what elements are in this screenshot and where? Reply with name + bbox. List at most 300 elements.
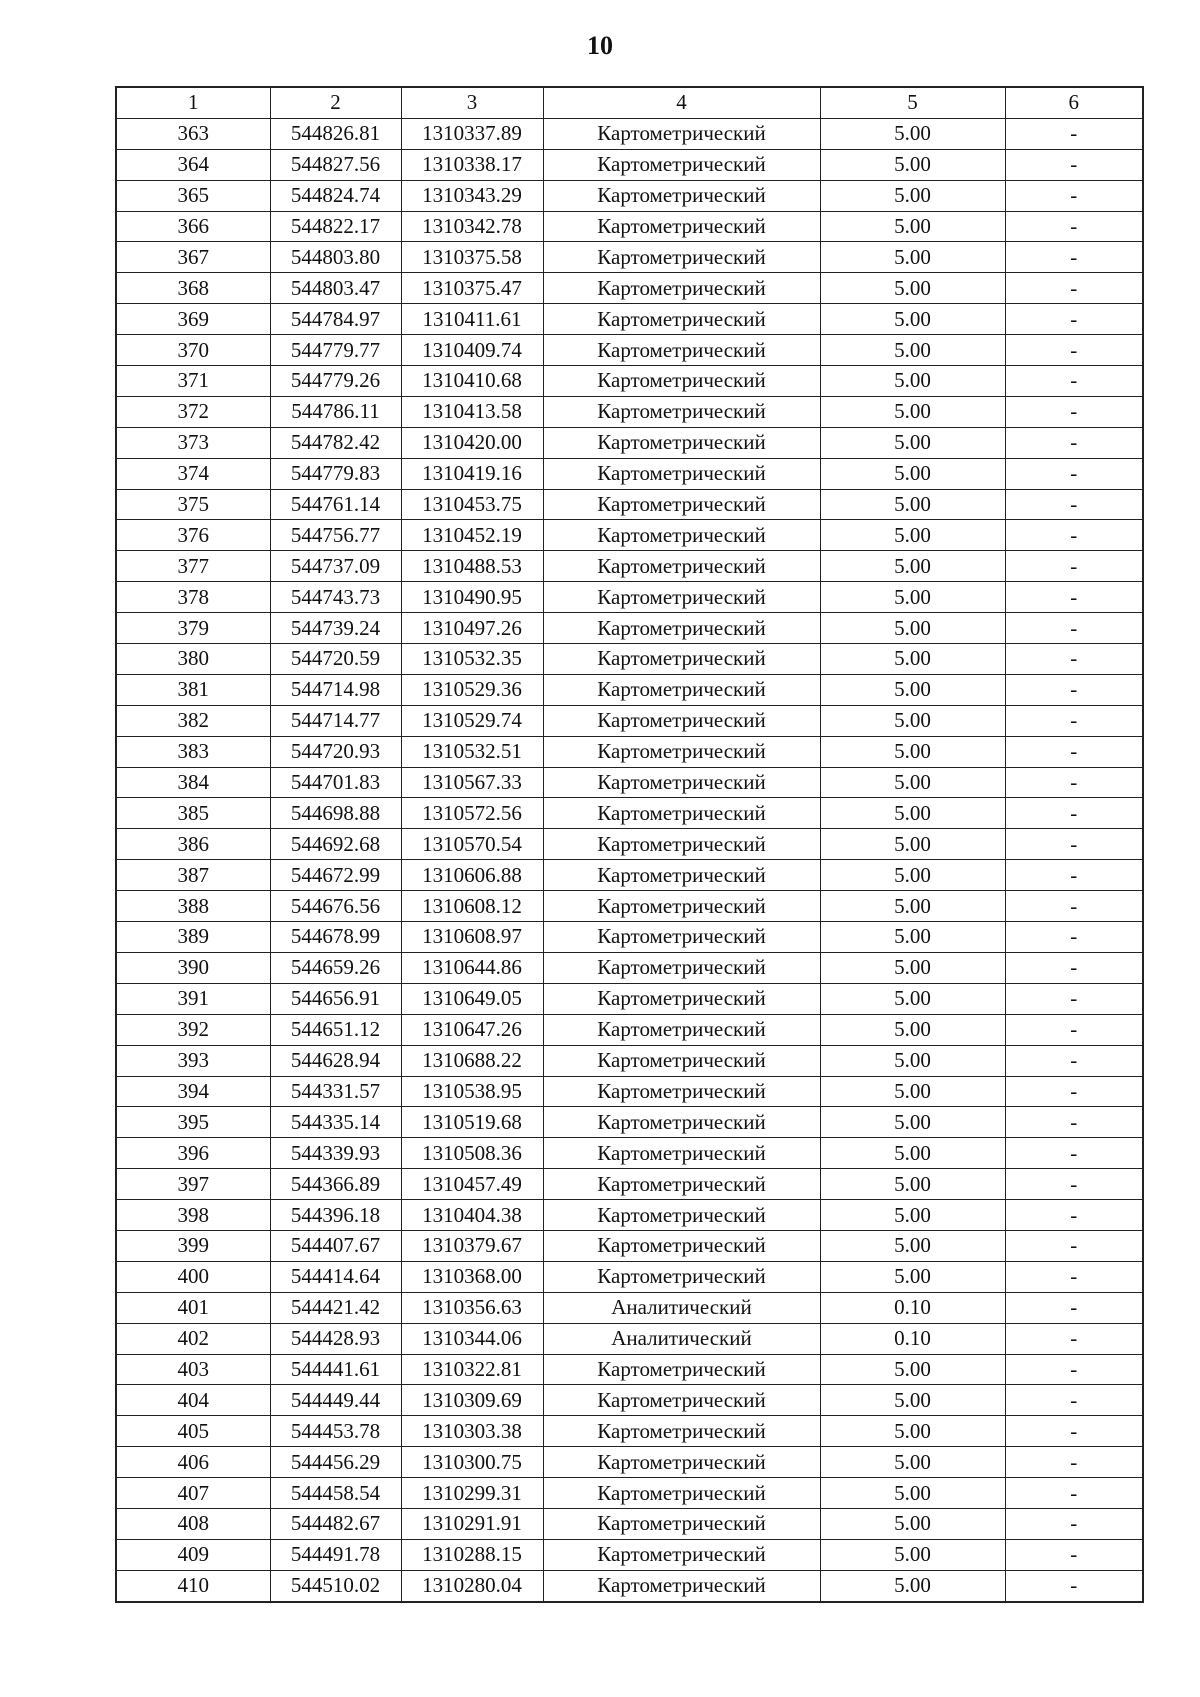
description-cell: - <box>1005 1508 1143 1539</box>
y-coordinate-cell: 1310309.69 <box>401 1385 543 1416</box>
table-row <box>116 1354 1143 1385</box>
description-cell: - <box>1005 273 1143 304</box>
description-cell: - <box>1005 489 1143 520</box>
y-coordinate-cell: 1310452.19 <box>401 520 543 551</box>
column-header-5: 5 <box>820 87 1005 118</box>
y-coordinate-cell: 1310300.75 <box>401 1447 543 1478</box>
description-cell: - <box>1005 922 1143 953</box>
y-coordinate-cell: 1310322.81 <box>401 1354 543 1385</box>
table-body <box>116 118 1143 1601</box>
y-coordinate-cell: 1310419.16 <box>401 458 543 489</box>
table-row <box>116 736 1143 767</box>
point-number-cell: 386 <box>116 829 270 860</box>
point-number-cell: 391 <box>116 983 270 1014</box>
column-header-1: 1 <box>116 87 270 118</box>
y-coordinate-cell: 1310453.75 <box>401 489 543 520</box>
accuracy-cell: 5.00 <box>820 551 1005 582</box>
method-cell: Картометрический <box>543 1385 820 1416</box>
table-row <box>116 582 1143 613</box>
accuracy-cell: 5.00 <box>820 1570 1005 1601</box>
accuracy-cell: 5.00 <box>820 1107 1005 1138</box>
description-cell: - <box>1005 674 1143 705</box>
x-coordinate-cell: 544786.11 <box>270 396 401 427</box>
accuracy-cell: 5.00 <box>820 613 1005 644</box>
point-number-cell: 400 <box>116 1261 270 1292</box>
description-cell: - <box>1005 1539 1143 1570</box>
y-coordinate-cell: 1310606.88 <box>401 860 543 891</box>
point-number-cell: 379 <box>116 613 270 644</box>
y-coordinate-cell: 1310529.36 <box>401 674 543 705</box>
accuracy-cell: 5.00 <box>820 644 1005 675</box>
point-number-cell: 403 <box>116 1354 270 1385</box>
table-row <box>116 1416 1143 1447</box>
description-cell: - <box>1005 520 1143 551</box>
x-coordinate-cell: 544827.56 <box>270 149 401 180</box>
y-coordinate-cell: 1310488.53 <box>401 551 543 582</box>
point-number-cell: 363 <box>116 118 270 149</box>
x-coordinate-cell: 544331.57 <box>270 1076 401 1107</box>
accuracy-cell: 5.00 <box>820 1261 1005 1292</box>
table-row <box>116 211 1143 242</box>
method-cell: Картометрический <box>543 242 820 273</box>
accuracy-cell: 5.00 <box>820 1447 1005 1478</box>
accuracy-cell: 5.00 <box>820 1354 1005 1385</box>
x-coordinate-cell: 544339.93 <box>270 1138 401 1169</box>
point-number-cell: 396 <box>116 1138 270 1169</box>
y-coordinate-cell: 1310529.74 <box>401 705 543 736</box>
method-cell: Картометрический <box>543 860 820 891</box>
point-number-cell: 377 <box>116 551 270 582</box>
y-coordinate-cell: 1310420.00 <box>401 427 543 458</box>
method-cell: Картометрический <box>543 1107 820 1138</box>
table-row <box>116 613 1143 644</box>
point-number-cell: 376 <box>116 520 270 551</box>
x-coordinate-cell: 544421.42 <box>270 1292 401 1323</box>
x-coordinate-cell: 544453.78 <box>270 1416 401 1447</box>
point-number-cell: 374 <box>116 458 270 489</box>
x-coordinate-cell: 544720.59 <box>270 644 401 675</box>
point-number-cell: 385 <box>116 798 270 829</box>
x-coordinate-cell: 544366.89 <box>270 1169 401 1200</box>
point-number-cell: 373 <box>116 427 270 458</box>
table-row <box>116 242 1143 273</box>
accuracy-cell: 5.00 <box>820 458 1005 489</box>
accuracy-cell: 5.00 <box>820 242 1005 273</box>
y-coordinate-cell: 1310379.67 <box>401 1230 543 1261</box>
point-number-cell: 392 <box>116 1014 270 1045</box>
accuracy-cell: 5.00 <box>820 273 1005 304</box>
method-cell: Картометрический <box>543 304 820 335</box>
point-number-cell: 407 <box>116 1478 270 1509</box>
point-number-cell: 378 <box>116 582 270 613</box>
x-coordinate-cell: 544714.98 <box>270 674 401 705</box>
table-row <box>116 798 1143 829</box>
description-cell: - <box>1005 952 1143 983</box>
point-number-cell: 366 <box>116 211 270 242</box>
point-number-cell: 406 <box>116 1447 270 1478</box>
x-coordinate-cell: 544761.14 <box>270 489 401 520</box>
table-row <box>116 304 1143 335</box>
table-row <box>116 1014 1143 1045</box>
x-coordinate-cell: 544482.67 <box>270 1508 401 1539</box>
point-number-cell: 370 <box>116 335 270 366</box>
description-cell: - <box>1005 149 1143 180</box>
accuracy-cell: 5.00 <box>820 767 1005 798</box>
accuracy-cell: 5.00 <box>820 396 1005 427</box>
accuracy-cell: 5.00 <box>820 211 1005 242</box>
x-coordinate-cell: 544335.14 <box>270 1107 401 1138</box>
method-cell: Картометрический <box>543 1045 820 1076</box>
description-cell: - <box>1005 705 1143 736</box>
y-coordinate-cell: 1310519.68 <box>401 1107 543 1138</box>
point-number-cell: 381 <box>116 674 270 705</box>
description-cell: - <box>1005 798 1143 829</box>
point-number-cell: 405 <box>116 1416 270 1447</box>
table-row <box>116 1200 1143 1231</box>
x-coordinate-cell: 544628.94 <box>270 1045 401 1076</box>
accuracy-cell: 5.00 <box>820 582 1005 613</box>
x-coordinate-cell: 544651.12 <box>270 1014 401 1045</box>
point-number-cell: 398 <box>116 1200 270 1231</box>
x-coordinate-cell: 544456.29 <box>270 1447 401 1478</box>
method-cell: Картометрический <box>543 1261 820 1292</box>
x-coordinate-cell: 544803.47 <box>270 273 401 304</box>
description-cell: - <box>1005 1200 1143 1231</box>
description-cell: - <box>1005 891 1143 922</box>
table-row <box>116 1045 1143 1076</box>
y-coordinate-cell: 1310608.97 <box>401 922 543 953</box>
table-row <box>116 1076 1143 1107</box>
x-coordinate-cell: 544692.68 <box>270 829 401 860</box>
method-cell: Картометрический <box>543 1508 820 1539</box>
accuracy-cell: 5.00 <box>820 674 1005 705</box>
method-cell: Картометрический <box>543 1570 820 1601</box>
table-row <box>116 1230 1143 1261</box>
y-coordinate-cell: 1310490.95 <box>401 582 543 613</box>
accuracy-cell: 5.00 <box>820 1416 1005 1447</box>
x-coordinate-cell: 544396.18 <box>270 1200 401 1231</box>
table-row <box>116 983 1143 1014</box>
accuracy-cell: 5.00 <box>820 922 1005 953</box>
description-cell: - <box>1005 1076 1143 1107</box>
description-cell: - <box>1005 736 1143 767</box>
accuracy-cell: 5.00 <box>820 798 1005 829</box>
accuracy-cell: 5.00 <box>820 736 1005 767</box>
y-coordinate-cell: 1310356.63 <box>401 1292 543 1323</box>
description-cell: - <box>1005 180 1143 211</box>
x-coordinate-cell: 544428.93 <box>270 1323 401 1354</box>
y-coordinate-cell: 1310409.74 <box>401 335 543 366</box>
x-coordinate-cell: 544784.97 <box>270 304 401 335</box>
description-cell: - <box>1005 1014 1143 1045</box>
y-coordinate-cell: 1310368.00 <box>401 1261 543 1292</box>
x-coordinate-cell: 544720.93 <box>270 736 401 767</box>
point-number-cell: 397 <box>116 1169 270 1200</box>
point-number-cell: 401 <box>116 1292 270 1323</box>
accuracy-cell: 5.00 <box>820 705 1005 736</box>
table-row <box>116 1447 1143 1478</box>
table-row <box>116 1478 1143 1509</box>
table-row <box>116 1323 1143 1354</box>
accuracy-cell: 5.00 <box>820 983 1005 1014</box>
point-number-cell: 409 <box>116 1539 270 1570</box>
y-coordinate-cell: 1310508.36 <box>401 1138 543 1169</box>
point-number-cell: 372 <box>116 396 270 427</box>
method-cell: Картометрический <box>543 798 820 829</box>
table-row <box>116 520 1143 551</box>
accuracy-cell: 5.00 <box>820 1014 1005 1045</box>
y-coordinate-cell: 1310532.35 <box>401 644 543 675</box>
point-number-cell: 399 <box>116 1230 270 1261</box>
coordinates-table <box>115 86 1144 1603</box>
description-cell: - <box>1005 1478 1143 1509</box>
table-row <box>116 767 1143 798</box>
accuracy-cell: 5.00 <box>820 304 1005 335</box>
method-cell: Картометрический <box>543 335 820 366</box>
y-coordinate-cell: 1310413.58 <box>401 396 543 427</box>
y-coordinate-cell: 1310410.68 <box>401 366 543 397</box>
description-cell: - <box>1005 242 1143 273</box>
table-row <box>116 1292 1143 1323</box>
method-cell: Картометрический <box>543 1230 820 1261</box>
description-cell: - <box>1005 644 1143 675</box>
x-coordinate-cell: 544826.81 <box>270 118 401 149</box>
description-cell: - <box>1005 1570 1143 1601</box>
x-coordinate-cell: 544803.80 <box>270 242 401 273</box>
method-cell: Аналитический <box>543 1323 820 1354</box>
description-cell: - <box>1005 1230 1143 1261</box>
description-cell: - <box>1005 983 1143 1014</box>
method-cell: Картометрический <box>543 1447 820 1478</box>
x-coordinate-cell: 544510.02 <box>270 1570 401 1601</box>
accuracy-cell: 5.00 <box>820 952 1005 983</box>
method-cell: Картометрический <box>543 705 820 736</box>
point-number-cell: 365 <box>116 180 270 211</box>
description-cell: - <box>1005 551 1143 582</box>
point-number-cell: 371 <box>116 366 270 397</box>
description-cell: - <box>1005 366 1143 397</box>
y-coordinate-cell: 1310404.38 <box>401 1200 543 1231</box>
method-cell: Картометрический <box>543 1138 820 1169</box>
accuracy-cell: 5.00 <box>820 118 1005 149</box>
method-cell: Картометрический <box>543 829 820 860</box>
y-coordinate-cell: 1310344.06 <box>401 1323 543 1354</box>
method-cell: Картометрический <box>543 674 820 705</box>
method-cell: Картометрический <box>543 366 820 397</box>
y-coordinate-cell: 1310299.31 <box>401 1478 543 1509</box>
y-coordinate-cell: 1310288.15 <box>401 1539 543 1570</box>
x-coordinate-cell: 544672.99 <box>270 860 401 891</box>
point-number-cell: 408 <box>116 1508 270 1539</box>
method-cell: Картометрический <box>543 1354 820 1385</box>
accuracy-cell: 5.00 <box>820 829 1005 860</box>
method-cell: Картометрический <box>543 891 820 922</box>
page-number: 10 <box>587 31 613 60</box>
table-header-row <box>116 87 1143 118</box>
x-coordinate-cell: 544698.88 <box>270 798 401 829</box>
method-cell: Картометрический <box>543 1416 820 1447</box>
method-cell: Картометрический <box>543 1539 820 1570</box>
method-cell: Картометрический <box>543 118 820 149</box>
table-row <box>116 860 1143 891</box>
point-number-cell: 369 <box>116 304 270 335</box>
accuracy-cell: 5.00 <box>820 366 1005 397</box>
table-row <box>116 1261 1143 1292</box>
table-row <box>116 335 1143 366</box>
accuracy-cell: 0.10 <box>820 1292 1005 1323</box>
table-row <box>116 1570 1143 1601</box>
x-coordinate-cell: 544714.77 <box>270 705 401 736</box>
table-row <box>116 180 1143 211</box>
table-row <box>116 551 1143 582</box>
method-cell: Картометрический <box>543 644 820 675</box>
table-row <box>116 922 1143 953</box>
table-row <box>116 705 1143 736</box>
method-cell: Картометрический <box>543 273 820 304</box>
method-cell: Картометрический <box>543 736 820 767</box>
method-cell: Картометрический <box>543 427 820 458</box>
method-cell: Картометрический <box>543 1169 820 1200</box>
x-coordinate-cell: 544779.26 <box>270 366 401 397</box>
accuracy-cell: 5.00 <box>820 1138 1005 1169</box>
method-cell: Картометрический <box>543 922 820 953</box>
accuracy-cell: 5.00 <box>820 489 1005 520</box>
y-coordinate-cell: 1310570.54 <box>401 829 543 860</box>
description-cell: - <box>1005 1447 1143 1478</box>
y-coordinate-cell: 1310411.61 <box>401 304 543 335</box>
point-number-cell: 394 <box>116 1076 270 1107</box>
method-cell: Картометрический <box>543 211 820 242</box>
y-coordinate-cell: 1310497.26 <box>401 613 543 644</box>
table-row <box>116 829 1143 860</box>
y-coordinate-cell: 1310342.78 <box>401 211 543 242</box>
table-row <box>116 952 1143 983</box>
x-coordinate-cell: 544414.64 <box>270 1261 401 1292</box>
y-coordinate-cell: 1310649.05 <box>401 983 543 1014</box>
method-cell: Картометрический <box>543 180 820 211</box>
accuracy-cell: 5.00 <box>820 891 1005 922</box>
method-cell: Картометрический <box>543 489 820 520</box>
accuracy-cell: 5.00 <box>820 335 1005 366</box>
accuracy-cell: 5.00 <box>820 860 1005 891</box>
description-cell: - <box>1005 1169 1143 1200</box>
x-coordinate-cell: 544449.44 <box>270 1385 401 1416</box>
x-coordinate-cell: 544743.73 <box>270 582 401 613</box>
method-cell: Картометрический <box>543 1200 820 1231</box>
description-cell: - <box>1005 1323 1143 1354</box>
y-coordinate-cell: 1310572.56 <box>401 798 543 829</box>
accuracy-cell: 5.00 <box>820 180 1005 211</box>
point-number-cell: 410 <box>116 1570 270 1601</box>
x-coordinate-cell: 544678.99 <box>270 922 401 953</box>
column-header-4: 4 <box>543 87 820 118</box>
x-coordinate-cell: 544491.78 <box>270 1539 401 1570</box>
accuracy-cell: 5.00 <box>820 1230 1005 1261</box>
table-row <box>116 273 1143 304</box>
x-coordinate-cell: 544676.56 <box>270 891 401 922</box>
accuracy-cell: 5.00 <box>820 149 1005 180</box>
description-cell: - <box>1005 767 1143 798</box>
description-cell: - <box>1005 118 1143 149</box>
point-number-cell: 390 <box>116 952 270 983</box>
point-number-cell: 383 <box>116 736 270 767</box>
column-header-3: 3 <box>401 87 543 118</box>
description-cell: - <box>1005 1261 1143 1292</box>
description-cell: - <box>1005 582 1143 613</box>
y-coordinate-cell: 1310567.33 <box>401 767 543 798</box>
point-number-cell: 388 <box>116 891 270 922</box>
table-row <box>116 366 1143 397</box>
y-coordinate-cell: 1310647.26 <box>401 1014 543 1045</box>
table-row <box>116 644 1143 675</box>
accuracy-cell: 5.00 <box>820 1169 1005 1200</box>
accuracy-cell: 5.00 <box>820 1385 1005 1416</box>
description-cell: - <box>1005 1416 1143 1447</box>
method-cell: Картометрический <box>543 1478 820 1509</box>
table-row <box>116 427 1143 458</box>
table-row <box>116 1107 1143 1138</box>
method-cell: Картометрический <box>543 396 820 427</box>
accuracy-cell: 5.00 <box>820 1076 1005 1107</box>
method-cell: Картометрический <box>543 458 820 489</box>
description-cell: - <box>1005 829 1143 860</box>
y-coordinate-cell: 1310291.91 <box>401 1508 543 1539</box>
description-cell: - <box>1005 1045 1143 1076</box>
x-coordinate-cell: 544739.24 <box>270 613 401 644</box>
y-coordinate-cell: 1310375.47 <box>401 273 543 304</box>
point-number-cell: 382 <box>116 705 270 736</box>
x-coordinate-cell: 544782.42 <box>270 427 401 458</box>
method-cell: Картометрический <box>543 952 820 983</box>
point-number-cell: 375 <box>116 489 270 520</box>
point-number-cell: 367 <box>116 242 270 273</box>
description-cell: - <box>1005 1292 1143 1323</box>
point-number-cell: 364 <box>116 149 270 180</box>
table-row <box>116 1539 1143 1570</box>
x-coordinate-cell: 544737.09 <box>270 551 401 582</box>
point-number-cell: 384 <box>116 767 270 798</box>
method-cell: Картометрический <box>543 520 820 551</box>
accuracy-cell: 5.00 <box>820 1045 1005 1076</box>
point-number-cell: 387 <box>116 860 270 891</box>
point-number-cell: 368 <box>116 273 270 304</box>
point-number-cell: 389 <box>116 922 270 953</box>
table-header <box>116 87 1143 118</box>
accuracy-cell: 5.00 <box>820 427 1005 458</box>
method-cell: Картометрический <box>543 582 820 613</box>
y-coordinate-cell: 1310280.04 <box>401 1570 543 1601</box>
description-cell: - <box>1005 1138 1143 1169</box>
description-cell: - <box>1005 335 1143 366</box>
x-coordinate-cell: 544407.67 <box>270 1230 401 1261</box>
accuracy-cell: 0.10 <box>820 1323 1005 1354</box>
x-coordinate-cell: 544458.54 <box>270 1478 401 1509</box>
y-coordinate-cell: 1310303.38 <box>401 1416 543 1447</box>
method-cell: Картометрический <box>543 551 820 582</box>
point-number-cell: 404 <box>116 1385 270 1416</box>
method-cell: Картометрический <box>543 613 820 644</box>
table-row <box>116 396 1143 427</box>
table-row <box>116 674 1143 705</box>
table-row <box>116 458 1143 489</box>
table-row <box>116 1138 1143 1169</box>
y-coordinate-cell: 1310532.51 <box>401 736 543 767</box>
accuracy-cell: 5.00 <box>820 1539 1005 1570</box>
y-coordinate-cell: 1310343.29 <box>401 180 543 211</box>
point-number-cell: 395 <box>116 1107 270 1138</box>
description-cell: - <box>1005 860 1143 891</box>
column-header-6: 6 <box>1005 87 1143 118</box>
